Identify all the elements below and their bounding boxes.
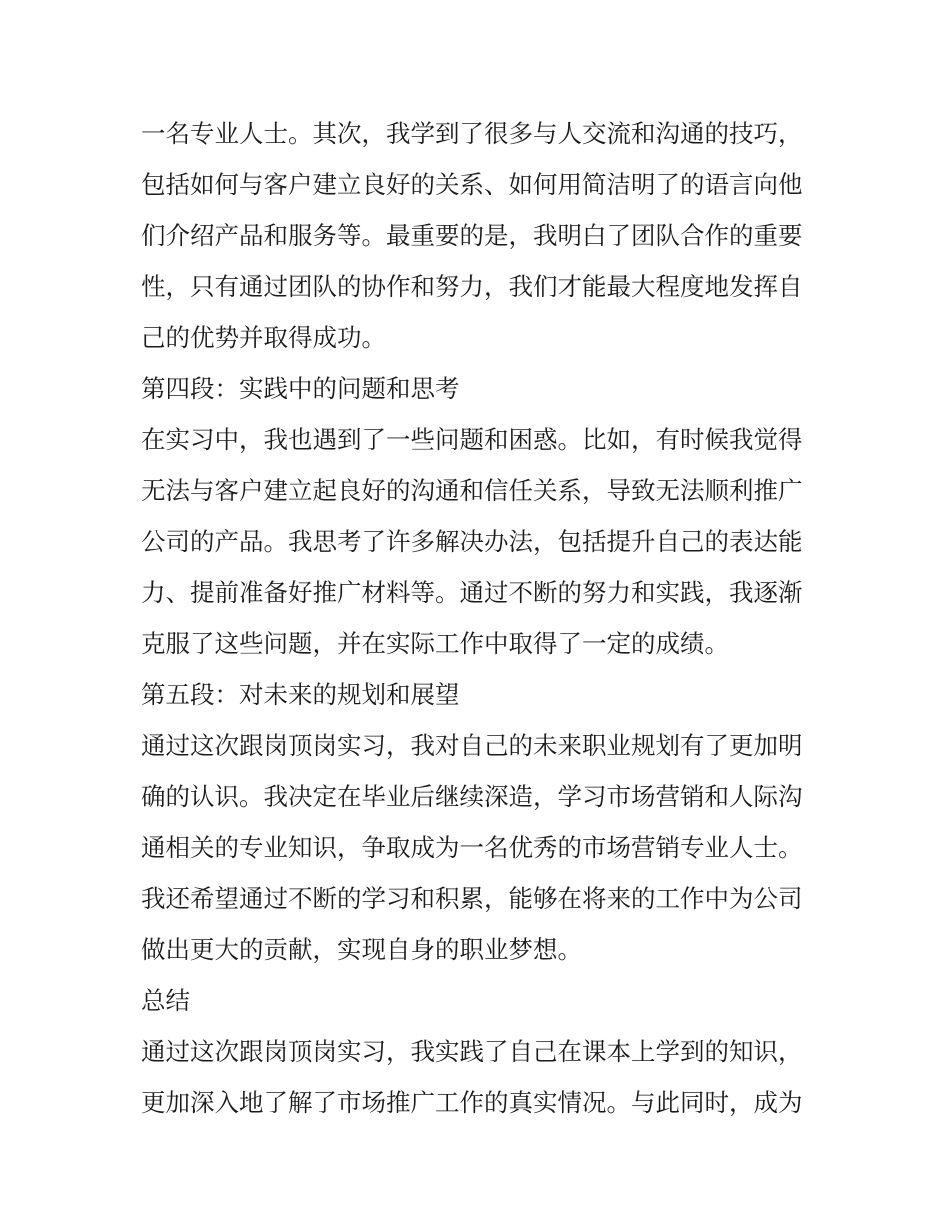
paragraph-line: 一名专业人士。其次，我学到了很多与人交流和沟通的技巧，: [141, 119, 803, 148]
paragraph-line: 做出更大的贡献，实现自身的职业梦想。: [141, 935, 582, 964]
paragraph-line: 力、提前准备好推广材料等。通过不断的努力和实践，我逐渐: [141, 578, 803, 607]
paragraph-line: 确的认识。我决定在毕业后继续深造，学习市场营销和人际沟: [141, 782, 803, 811]
section-heading-4: 第四段：实践中的问题和思考: [141, 374, 460, 403]
section-heading-summary: 总结: [141, 986, 190, 1015]
paragraph-line: 克服了这些问题，并在实际工作中取得了一定的成绩。: [141, 629, 729, 658]
paragraph-line: 在实习中，我也遇到了一些问题和困惑。比如，有时候我觉得: [141, 425, 803, 454]
document-body: [141, 108, 821, 1128]
paragraph-line: 我还希望通过不断的学习和积累，能够在将来的工作中为公司: [141, 884, 803, 913]
section-heading-5: 第五段：对未来的规划和展望: [141, 680, 460, 709]
paragraph-line: 公司的产品。我思考了许多解决办法，包括提升自己的表达能: [141, 527, 803, 556]
paragraph-line: 通过这次跟岗顶岗实习，我实践了自己在课本上学到的知识，: [141, 1037, 803, 1066]
paragraph-line: 们介绍产品和服务等。最重要的是，我明白了团队合作的重要: [141, 221, 803, 250]
paragraph-line: 性，只有通过团队的协作和努力，我们才能最大程度地发挥自: [141, 272, 803, 301]
paragraph-line: 通过这次跟岗顶岗实习，我对自己的未来职业规划有了更加明: [141, 731, 803, 760]
paragraph-line: 己的优势并取得成功。: [141, 323, 386, 352]
paragraph-line: 无法与客户建立起良好的沟通和信任关系，导致无法顺利推广: [141, 476, 803, 505]
paragraph-line: 包括如何与客户建立良好的关系、如何用简洁明了的语言向他: [141, 170, 803, 199]
paragraph-line: 更加深入地了解了市场推广工作的真实情况。与此同时，成为: [141, 1088, 803, 1117]
paragraph-line: 通相关的专业知识，争取成为一名优秀的市场营销专业人士。: [141, 833, 803, 862]
